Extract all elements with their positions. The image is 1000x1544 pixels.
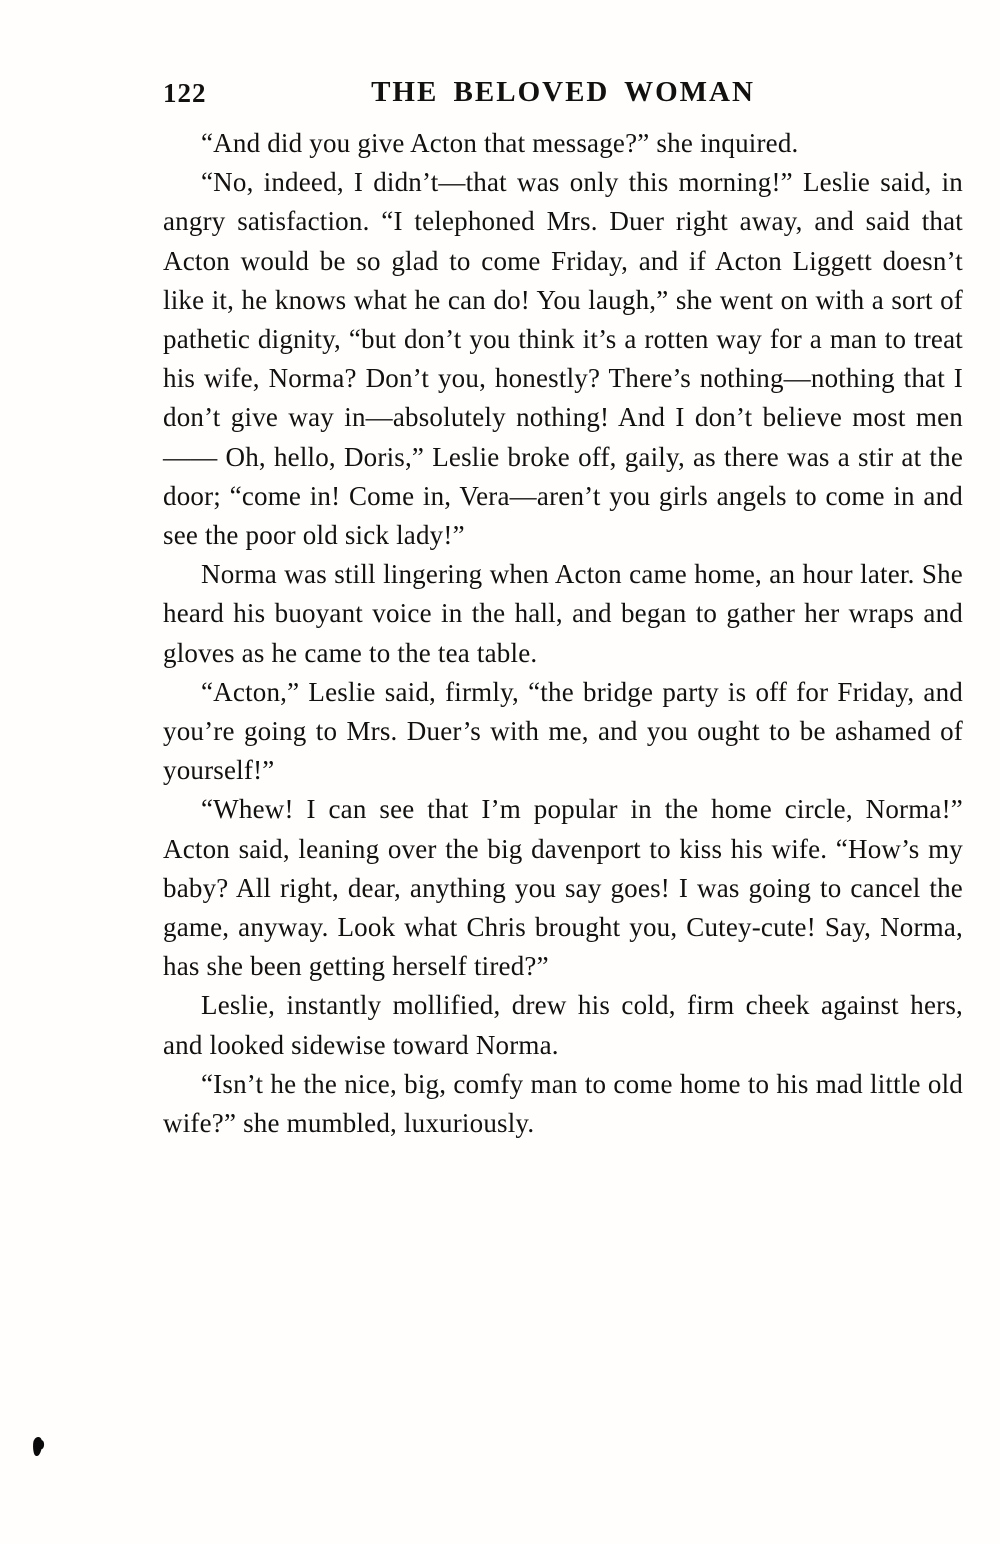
page-number: 122 xyxy=(163,78,207,108)
paragraph: “And did you give Acton that message?” she inquired. xyxy=(201,128,799,158)
paragraph: “Isn’t he the nice, big, comfy man to come home to his mad little old wife?” she mumbled, luxuriously. xyxy=(163,1068,963,1139)
paragraph: “Acton,” Leslie said, firmly, “the bridge party is off for Friday, and you’re going to Mrs. Duer’s with me, and you ought to be ashamed of yourself!” xyxy=(163,676,963,786)
page-title: THE BELOVED WOMAN xyxy=(371,76,755,108)
body-text xyxy=(163,124,963,1143)
paragraph: Leslie, instantly mollified, drew his cold, firm cheek against hers, and looked sidewise toward Norma. xyxy=(163,990,963,1060)
paragraph: “No, indeed, I didn’t—that was only this morning!” Leslie said, in angry satisfaction. “I telephoned Mrs. Duer right away, and said that Acton would be so glad to come Friday, and if Acton Liggett doesn’t like it, he knows what he can do! You laugh,” she went on with a sort of pathetic dignity, “but don’t you think it’s a rotten way for a man to treat his wife, Norma? Don’t you, honestly? There’s nothing—nothing that I don’t give way in—absolutely nothing! And I don’t believe most men—— Oh, hello, Doris,” Leslie broke off, gaily, as there was a stir at the door; “come in! Come in, Vera—aren’t you girls angels to come in and see the poor old sick lady!” xyxy=(163,167,963,551)
paragraph: Norma was still lingering when Acton came home, an hour later. She heard his buoyant voice in the hall, and began to gather her wraps and gloves as he came to the tea table. xyxy=(163,559,963,668)
ink-blot-mark xyxy=(33,1437,43,1456)
paragraph: “Whew! I can see that I’m popular in the home circle, Norma!” Acton said, leaning over the big davenport to kiss his wife. “How’s my baby? All right, dear, anything you say goes! I was going to cancel the game, anyway. Look what Chris brought you, Cutey-cute! Say, Norma, has she been getting herself tired?” xyxy=(163,794,963,982)
running-header xyxy=(163,76,963,110)
